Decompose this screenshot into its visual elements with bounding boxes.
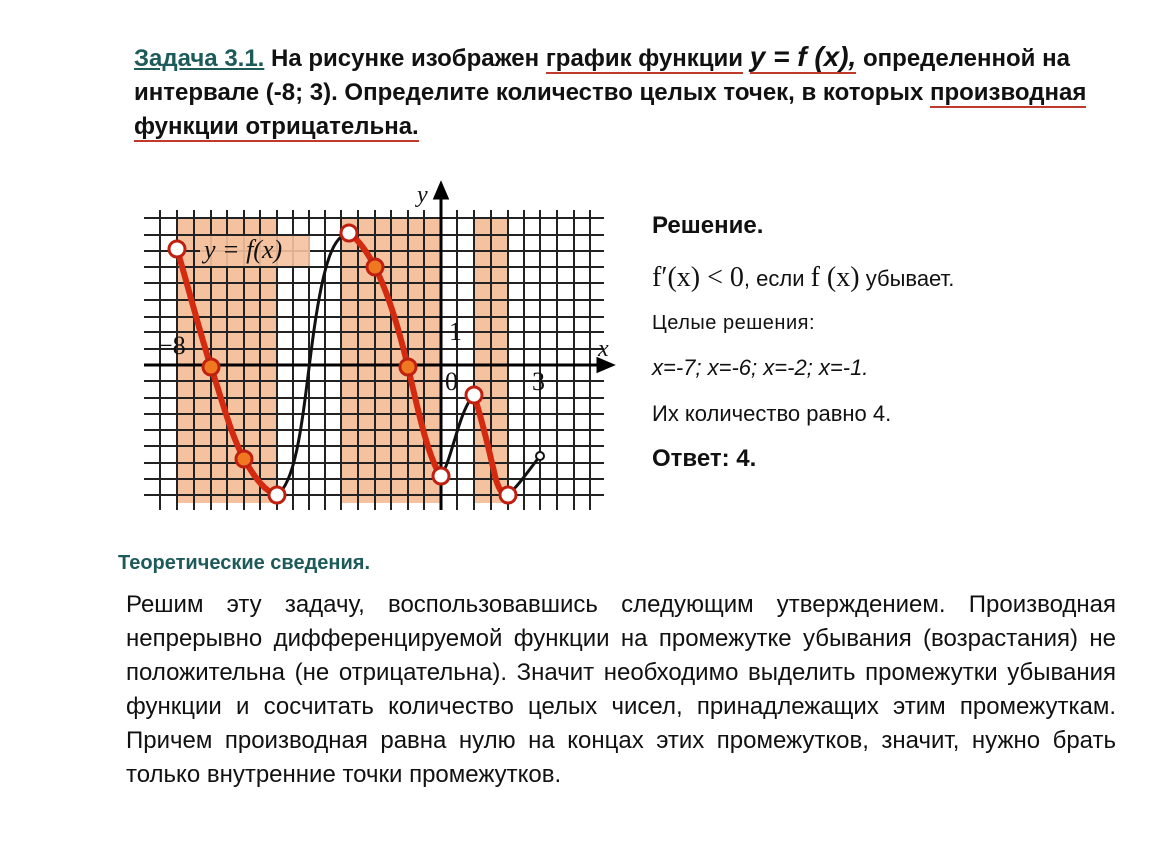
extremum-point [269, 487, 285, 503]
task-label: Задача 3.1. [134, 45, 265, 72]
tick-label-0: 0 [445, 367, 458, 396]
integer-solutions-label: Целые решения: [652, 312, 815, 334]
theory-text: Решим эту задачу, воспользовавшись следующим утверждением. Производная непрерывно дифференцируемой функции на промежутке убывания (возрастания) не положительна (не отрицательна). Значит необходимо выделить промежутки убывания функции и сосчитать количество целых чисел, принадлежащих этим промежуткам. Причем производная равна нулю на концах этих промежутков, значит, нужно брать только внутренние точки промежутков. [126, 591, 1116, 788]
theory-title: Теоретические сведения. [118, 552, 371, 574]
endpoint-open-small [536, 452, 544, 460]
function-graph [134, 180, 624, 525]
solution-panel [652, 212, 1092, 473]
derivative-condition: f′(x) < 0 [652, 262, 744, 293]
point-x-1 [400, 359, 416, 375]
y-axis-arrow [435, 184, 447, 198]
solutions-count: Их количество равно 4. [652, 401, 892, 426]
function-expression: f (x) [810, 262, 860, 293]
extremum-point [341, 225, 357, 241]
endpoint-open [169, 241, 185, 257]
y-axis-label: y [417, 182, 428, 208]
condition-text: , если [743, 266, 805, 291]
task-text-4: производная функции отрицательна. [134, 79, 1087, 140]
condition-tail: убывает. [865, 266, 955, 291]
point-x-7 [203, 359, 219, 375]
integer-solutions: x=-7; x=-6; x=-2; x=-1. [652, 355, 869, 380]
extremum-point [466, 387, 482, 403]
x-axis-label: x [598, 336, 609, 362]
task-statement [134, 40, 1114, 144]
extremum-point [433, 468, 449, 484]
solution-condition [652, 262, 1092, 294]
point-x-6 [236, 451, 252, 467]
tick-label-3: 3 [532, 367, 545, 396]
tick-label-neg8: −8 [158, 331, 186, 360]
tick-label-1: 1 [449, 317, 462, 346]
function-label: y = f(x) [204, 235, 283, 264]
task-formula: y = f (x), [749, 41, 857, 72]
extremum-point [500, 487, 516, 503]
answer: Ответ: 4. [652, 445, 757, 472]
task-text-2: график функции [545, 45, 744, 72]
task-text-1: На рисунке изображен [271, 45, 540, 72]
solution-title: Решение. [652, 212, 764, 239]
point-x-2 [367, 259, 383, 275]
task-text-3: определенной на интервале (-8; 3). Определите количество целых точек, в которых [134, 45, 1070, 106]
